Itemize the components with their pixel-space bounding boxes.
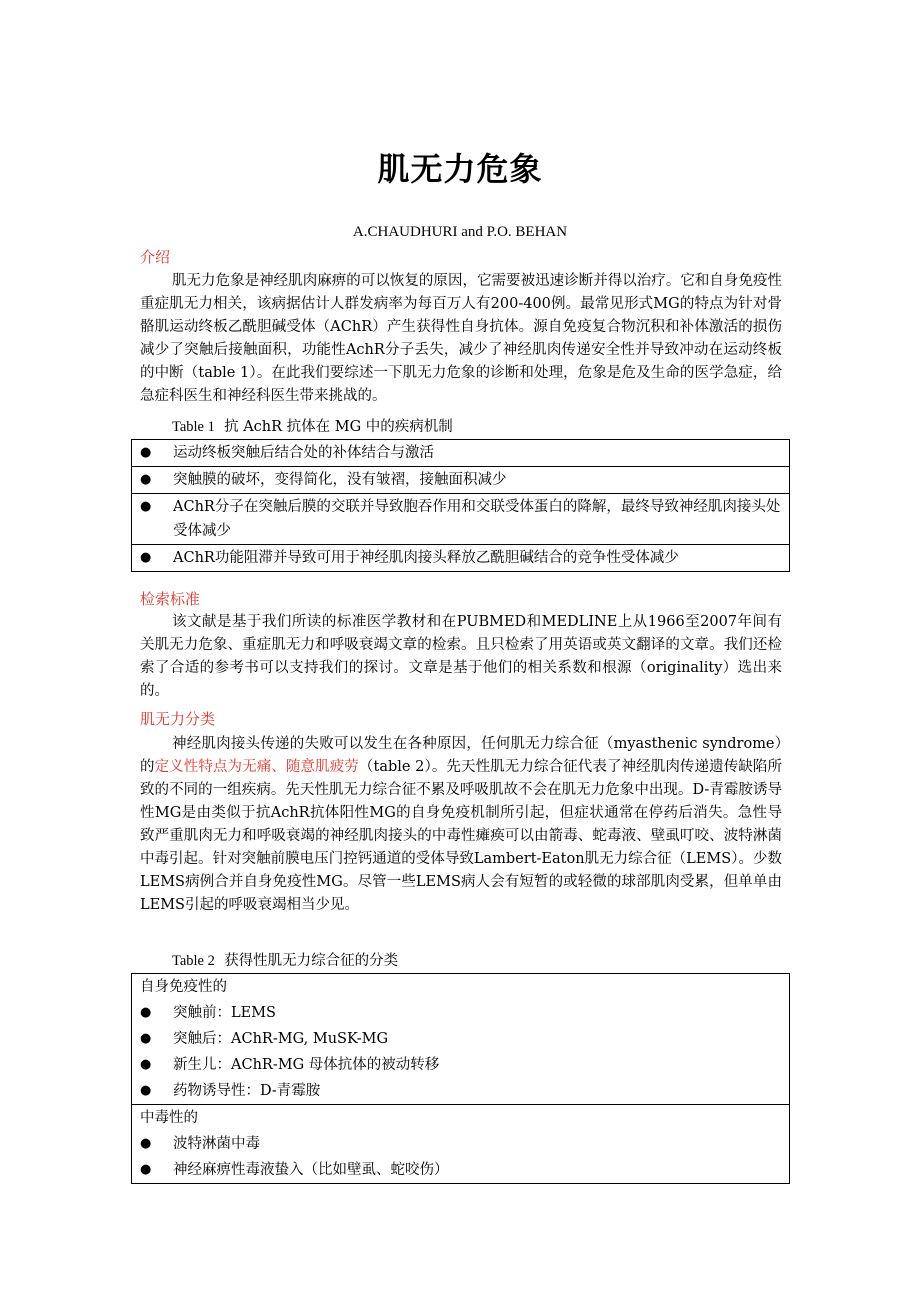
- table1-row-text: AChR功能阻滞并导致可用于神经肌肉接头释放乙酰胆碱结合的竞争性受体减少: [173, 550, 679, 566]
- list-item: 新生儿：AChR-MG 母体抗体的被动转移: [173, 1057, 440, 1073]
- bullet-icon: ●: [140, 1162, 152, 1177]
- bullet-icon: ●: [140, 445, 152, 460]
- table2-caption-label: Table 2: [172, 953, 215, 969]
- authors: A.CHAUDHURI and P.O. BEHAN: [352, 224, 568, 240]
- bullet-icon: ●: [140, 472, 152, 487]
- table-group: [132, 974, 790, 1105]
- table1-row-text: 突触膜的破坏，变得简化，没有皱褶，接触面积减少: [173, 472, 507, 488]
- section-heading-classification: 肌无力分类: [140, 710, 216, 728]
- bullet-icon: ●: [140, 499, 152, 514]
- table2-caption: [172, 950, 398, 972]
- table-row: [132, 545, 790, 572]
- table2-group-title: 自身免疫性的: [140, 979, 227, 995]
- bullet-icon: ●: [140, 1083, 152, 1098]
- classification-text-after: （table 2）。先天性肌无力综合征代表了神经肌肉传递遗传缺陷所致的不同的一组疾病。先天性肌无力综合征不累及呼吸肌故不会在肌无力危象中出现。D-青霉胺诱导性MG是由类似于抗AchR抗体阳性MG的自身免疫机制所引起，但症状通常在停药后消失。急性导致严重肌肉无力和呼吸衰竭的神经肌肉接头的中毒性瘫痪可以由箭毒、蛇毒液、壁虱叮咬、波特淋菌中毒引起。针对突触前膜电压门控钙通道的受体导致Lambert-Eaton肌无力综合征（LEMS）。少数LEMS病例合并自身免疫性MG。尽管一些LEMS病人会有短暂的或轻微的球部肌肉受累，但单单由LEMS引起的呼吸衰竭相当少见。: [140, 759, 782, 913]
- list-item: 突触后：AChR-MG, MuSK-MG: [173, 1031, 389, 1047]
- table1-caption: [172, 416, 453, 438]
- classification-text-before: 神经肌肉接头传递的失败可以发生在各种原因，任何肌无力综合征（myasthenic syndrome）的: [140, 736, 782, 775]
- section-heading-search: 检索标准: [140, 590, 201, 608]
- table1-row-text: 运动终板突触后结合处的补体结合与激活: [173, 445, 434, 461]
- table1-row-text: AChR分子在突触后膜的交联并导致胞吞作用和交联受体蛋白的降解，最终导致神经肌肉接头处受体减少: [173, 499, 781, 539]
- table1-caption-label: Table 1: [172, 419, 215, 435]
- classification-paragraph: [140, 733, 782, 917]
- bullet-icon: ●: [140, 1031, 152, 1046]
- list-item: 药物诱导性：D-青霉胺: [173, 1083, 321, 1099]
- table2: [131, 973, 790, 1184]
- search-paragraph: 该文献是基于我们所读的标准医学教材和在PUBMED和MEDLINE上从1966至2007年间有关肌无力危象、重症肌无力和呼吸衰竭文章的检索。且只检索了用英语或英文翻译的文章。我们还检索了合适的参考书可以支持我们的探讨。文章是基于他们的相关系数和根源（originality）选出来的。: [140, 614, 782, 699]
- bullet-icon: ●: [140, 1057, 152, 1072]
- table-row: [132, 494, 790, 545]
- list-item: 波特淋菌中毒: [173, 1136, 260, 1152]
- table-row: [132, 467, 790, 494]
- bullet-icon: ●: [140, 1005, 152, 1020]
- bullet-icon: ●: [140, 1136, 152, 1151]
- intro-paragraph: 肌无力危象是神经肌肉麻痹的可以恢复的原因，它需要被迅速诊断并得以治疗。它和自身免疫性重症肌无力相关，该病据估计人群发病率为每百万人有200-400例。最常见形式MG的特点为针对骨骼肌运动终板乙酰胆碱受体（AChR）产生获得性自身抗体。源自免疫复合物沉积和补体激活的损伤减少了突触后接触面积，功能性AchR分子丢失，减少了神经肌肉传递安全性并导致冲动在运动终板的中断（table 1）。在此我们要综述一下肌无力危象的诊断和处理，危象是危及生命的医学急症，给急症科医生和神经科医生带来挑战的。: [140, 273, 782, 404]
- list-item: 神经麻痹性毒液蛰入（比如壁虱、蛇咬伤）: [173, 1162, 449, 1178]
- classification-highlight: 定义性特点为无痛、随意肌疲劳: [154, 759, 359, 775]
- table2-group-title: 中毒性的: [140, 1110, 198, 1126]
- table-group: [132, 1105, 790, 1184]
- table1-caption-text: 抗 AchR 抗体在 MG 中的疾病机制: [224, 419, 453, 435]
- table1: [131, 439, 790, 572]
- list-item: 突触前：LEMS: [173, 1005, 276, 1021]
- table-row: [132, 440, 790, 467]
- bullet-icon: ●: [140, 550, 152, 565]
- table2-caption-text: 获得性肌无力综合征的分类: [224, 953, 399, 969]
- page-title: 肌无力危象: [377, 150, 543, 188]
- section-heading-intro: 介绍: [140, 248, 171, 266]
